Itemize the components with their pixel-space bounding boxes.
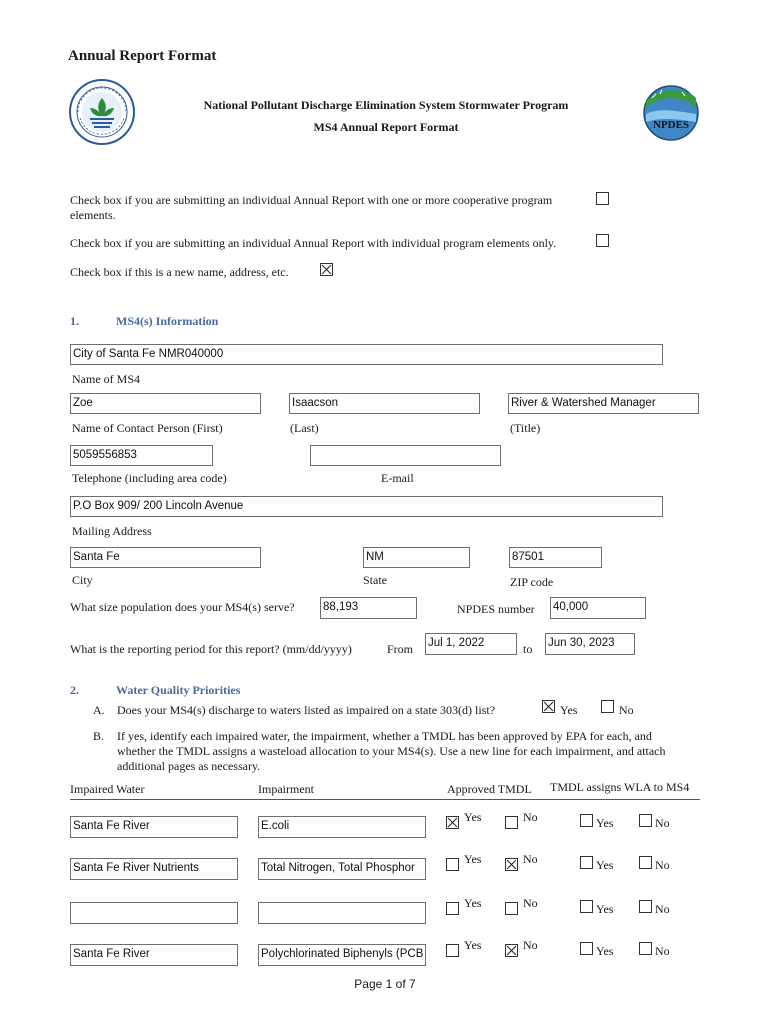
telephone-label: Telephone (including area code) xyxy=(72,471,227,485)
wla-yes-checkbox[interactable] xyxy=(580,814,593,827)
impairment-field[interactable]: Polychlorinated Biphenyls (PCB xyxy=(258,944,426,966)
approved-yes-label: Yes xyxy=(464,810,482,824)
state-field[interactable]: NM xyxy=(363,547,470,568)
wla-no-checkbox[interactable] xyxy=(639,942,652,955)
individual-checkbox[interactable] xyxy=(596,234,609,247)
wla-yes-checkbox[interactable] xyxy=(580,942,593,955)
question-b-line1: If yes, identify each impaired water, the impairment, whether a TMDL has been approved by EPA for each, and xyxy=(117,729,652,743)
wla-yes-checkbox[interactable] xyxy=(580,900,593,913)
impairment-field[interactable] xyxy=(258,902,426,924)
contact-title-label: (Title) xyxy=(510,421,541,435)
impaired-water-field[interactable]: Santa Fe River xyxy=(70,816,238,838)
approved-yes-label: Yes xyxy=(464,938,482,952)
approved-yes-label: Yes xyxy=(464,896,482,910)
approved-no-checkbox[interactable] xyxy=(505,944,518,957)
wla-no-checkbox[interactable] xyxy=(639,856,652,869)
qa-no-label: No xyxy=(619,703,634,717)
approved-no-label: No xyxy=(523,852,538,866)
approved-yes-checkbox[interactable] xyxy=(446,858,459,871)
column-impaired-water: Impaired Water xyxy=(70,782,145,796)
checkmark-x-icon xyxy=(321,264,332,275)
city-label: City xyxy=(72,573,93,587)
cooperative-check-label: Check box if you are submitting an individual Annual Report with one or more cooperative program xyxy=(70,193,553,207)
wla-yes-label: Yes xyxy=(596,816,614,830)
approved-no-checkbox[interactable] xyxy=(505,902,518,915)
individual-check-label: Check box if you are submitting an individual Annual Report with individual program elements only. xyxy=(70,236,557,250)
wla-no-label: No xyxy=(655,944,670,958)
checkmark-x-icon xyxy=(506,945,517,956)
qa-yes-label: Yes xyxy=(560,703,578,717)
contact-last-label: (Last) xyxy=(290,421,319,435)
city-field[interactable]: Santa Fe xyxy=(70,547,261,568)
impaired-water-field[interactable]: Santa Fe River xyxy=(70,944,238,966)
ms4-name-field[interactable]: City of Santa Fe NMR040000 xyxy=(70,344,663,365)
column-wla: TMDL assigns WLA to MS4 xyxy=(550,780,690,794)
contact-last-field[interactable]: Isaacson xyxy=(289,393,480,414)
section1-number: 1. xyxy=(70,314,79,328)
impaired-water-field[interactable] xyxy=(70,902,238,924)
wla-yes-label: Yes xyxy=(596,902,614,916)
wla-no-label: No xyxy=(655,858,670,872)
question-b-letter: B. xyxy=(93,729,105,743)
report-subtitle: MS4 Annual Report Format xyxy=(313,120,459,134)
new-name-checkbox[interactable] xyxy=(320,263,333,276)
email-field[interactable] xyxy=(310,445,501,466)
impairment-field[interactable]: E.coli xyxy=(258,816,426,838)
epa-seal-logo xyxy=(68,78,136,146)
section2-heading: Water Quality Priorities xyxy=(116,683,241,697)
to-label: to xyxy=(523,642,533,656)
npdes-logo xyxy=(642,84,700,142)
approved-yes-checkbox[interactable] xyxy=(446,816,459,829)
contact-title-field[interactable]: River & Watershed Manager xyxy=(508,393,699,414)
mailing-address-label: Mailing Address xyxy=(72,524,152,538)
section1-heading: MS4(s) Information xyxy=(116,314,219,328)
wla-no-label: No xyxy=(655,816,670,830)
zip-label: ZIP code xyxy=(510,575,554,589)
cooperative-checkbox[interactable] xyxy=(596,192,609,205)
email-label: E-mail xyxy=(381,471,414,485)
page-footer: Page 1 of 7 xyxy=(354,977,416,991)
contact-first-label: Name of Contact Person (First) xyxy=(72,421,223,435)
mailing-address-field[interactable]: P.O Box 909/ 200 Lincoln Avenue xyxy=(70,496,663,517)
wla-no-label: No xyxy=(655,902,670,916)
question-a-text: Does your MS4(s) discharge to waters listed as impaired on a state 303(d) list? xyxy=(117,703,496,717)
checkmark-x-icon xyxy=(543,701,554,712)
population-field[interactable]: 88,193 xyxy=(320,597,417,619)
qa-yes-checkbox[interactable] xyxy=(542,700,555,713)
impairment-field[interactable]: Total Nitrogen, Total Phosphor xyxy=(258,858,426,880)
wla-no-checkbox[interactable] xyxy=(639,814,652,827)
period-from-field[interactable]: Jul 1, 2022 xyxy=(425,633,517,655)
ms4-name-label: Name of MS4 xyxy=(72,372,140,386)
wla-yes-label: Yes xyxy=(596,944,614,958)
npdes-number-label: NPDES number xyxy=(457,602,535,616)
document-title: Annual Report Format xyxy=(68,48,217,64)
column-impairment: Impairment xyxy=(258,782,314,796)
checkmark-x-icon xyxy=(506,859,517,870)
wla-no-checkbox[interactable] xyxy=(639,900,652,913)
npdes-logo-text: NPDES xyxy=(652,119,690,131)
telephone-field[interactable]: 5059556853 xyxy=(70,445,213,466)
impaired-water-field[interactable]: Santa Fe River Nutrients xyxy=(70,858,238,880)
state-label: State xyxy=(363,573,387,587)
approved-no-label: No xyxy=(523,896,538,910)
population-question: What size population does your MS4(s) serve? xyxy=(70,600,295,614)
approved-no-label: No xyxy=(523,938,538,952)
cooperative-check-label-cont: elements. xyxy=(70,208,116,222)
approved-no-checkbox[interactable] xyxy=(505,816,518,829)
period-to-field[interactable]: Jun 30, 2023 xyxy=(545,633,635,655)
column-approved-tmdl: Approved TMDL xyxy=(447,782,532,796)
wla-yes-label: Yes xyxy=(596,858,614,872)
contact-first-field[interactable]: Zoe xyxy=(70,393,261,414)
qa-no-checkbox[interactable] xyxy=(601,700,614,713)
npdes-number-field[interactable]: 40,000 xyxy=(550,597,646,619)
checkmark-x-icon xyxy=(447,817,458,828)
section2-number: 2. xyxy=(70,683,79,697)
question-a-letter: A. xyxy=(93,703,105,717)
wla-yes-checkbox[interactable] xyxy=(580,856,593,869)
approved-no-label: No xyxy=(523,810,538,824)
approved-yes-label: Yes xyxy=(464,852,482,866)
question-b-line3: additional pages as necessary. xyxy=(117,759,261,773)
table-header-rule xyxy=(70,799,700,800)
from-label: From xyxy=(387,642,414,656)
approved-no-checkbox[interactable] xyxy=(505,858,518,871)
program-title: National Pollutant Discharge Elimination System Stormwater Program xyxy=(203,98,569,112)
reporting-period-question: What is the reporting period for this report? (mm/dd/yyyy) xyxy=(70,642,352,656)
new-name-check-label: Check box if this is a new name, address, etc. xyxy=(70,265,289,279)
question-b-line2: whether the TMDL assigns a wasteload allocation to your MS4(s). Use a new line for each impairment, and attach xyxy=(117,744,666,758)
approved-yes-checkbox[interactable] xyxy=(446,944,459,957)
zip-field[interactable]: 87501 xyxy=(509,547,602,568)
approved-yes-checkbox[interactable] xyxy=(446,902,459,915)
